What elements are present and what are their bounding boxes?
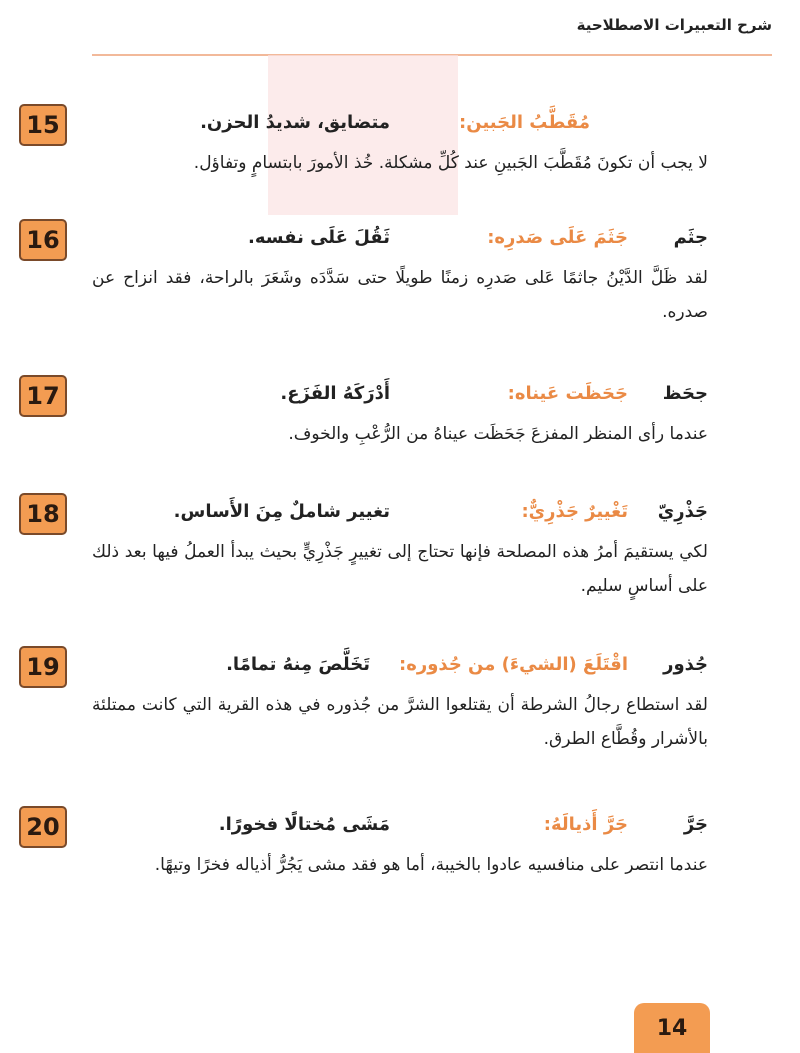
root-word: جُذور (663, 654, 708, 675)
idiom-meaning: تغيير شاملٌ مِنَ الأَساس. (173, 501, 390, 522)
entry-heading-line (0, 112, 800, 142)
page-number: 14 (634, 1003, 710, 1053)
root-word: جثَم (673, 227, 708, 248)
idiom-phrase: اقْتَلَعَ (الشيءَ) من جُذوره: (399, 654, 628, 675)
root-word: جَرَّ (683, 814, 708, 835)
entry-heading-line (0, 227, 800, 257)
root-word: جَذْرِيّ (657, 501, 708, 522)
idiom-phrase: مُقَطَّبُ الجَبين: (459, 112, 590, 133)
example-sentence: لكي يستقيمَ أمرُ هذه المصلحة فإنها تحتاج إلى تغييرٍ جَذْرِيٍّ بحيث يبدأ العملُ فيها بعد ذلك على أساسٍ سليم. (92, 542, 708, 596)
idiom-meaning: مَشَى مُختالًا فخورًا. (218, 814, 390, 835)
entry-heading-line (0, 501, 800, 531)
idiom-meaning: ثَقُلَ عَلَى نفسه. (248, 227, 390, 248)
idiom-phrase: تَغْييرٌ جَذْرِيٌّ: (521, 501, 628, 522)
entry-heading-line (0, 654, 800, 684)
entry-number-badge: 20 (19, 806, 67, 848)
entry-number-badge: 17 (19, 375, 67, 417)
example-sentence: لقد ظَلَّ الدَّيْنُ جاثمًا عَلى صَدرِه زمنًا طويلًا حتى سَدَّدَه وشَعَرَ بالراحة، فقد انزاح عن صدره. (92, 268, 708, 322)
example-sentence: لقد استطاع رجالُ الشرطة أن يقتلعوا الشرَّ من جُذوره في هذه القرية التي كانت ممتلئة بالأشرار وقُطَّاع الطرق. (92, 695, 708, 749)
idiom-phrase: جَثَمَ عَلَى صَدرِه: (487, 227, 628, 248)
entry-number-badge: 16 (19, 219, 67, 261)
root-word: جحَظ (662, 383, 708, 404)
page-header (0, 0, 800, 55)
entry-number-badge: 15 (19, 104, 67, 146)
page-title: شرح التعبيرات الاصطلاحية (576, 16, 772, 34)
entry-heading-line (0, 383, 800, 413)
example-sentence: عندما رأى المنظر المفزعَ جَحَظَت عيناهُ من الرُّعْبِ والخوف. (288, 424, 708, 444)
example-sentence: عندما انتصر على منافسيه عادوا بالخيبة، أما هو فقد مشى يَجُرُّ أذياله فخرًا وتيهًا. (154, 855, 708, 875)
idiom-phrase: جَحَظَت عَيناه: (507, 383, 628, 404)
example-sentence: لا يجب أن تكونَ مُقَطَّبَ الجَبينِ عند كُلِّ مشكلة. خُذ الأمورَ بابتسامٍ وتفاؤل. (193, 153, 708, 173)
entry-number-badge: 19 (19, 646, 67, 688)
entry-heading-line (0, 814, 800, 844)
entry-number-badge: 18 (19, 493, 67, 535)
idiom-phrase: جَرَّ أَذيالَهُ: (543, 814, 628, 835)
idiom-meaning: تَخَلَّصَ مِنهُ تمامًا. (226, 654, 370, 675)
idiom-meaning: متضايق، شديدُ الحزن. (200, 112, 390, 133)
idiom-meaning: أَدْرَكَهُ الفَزَع. (280, 383, 390, 404)
